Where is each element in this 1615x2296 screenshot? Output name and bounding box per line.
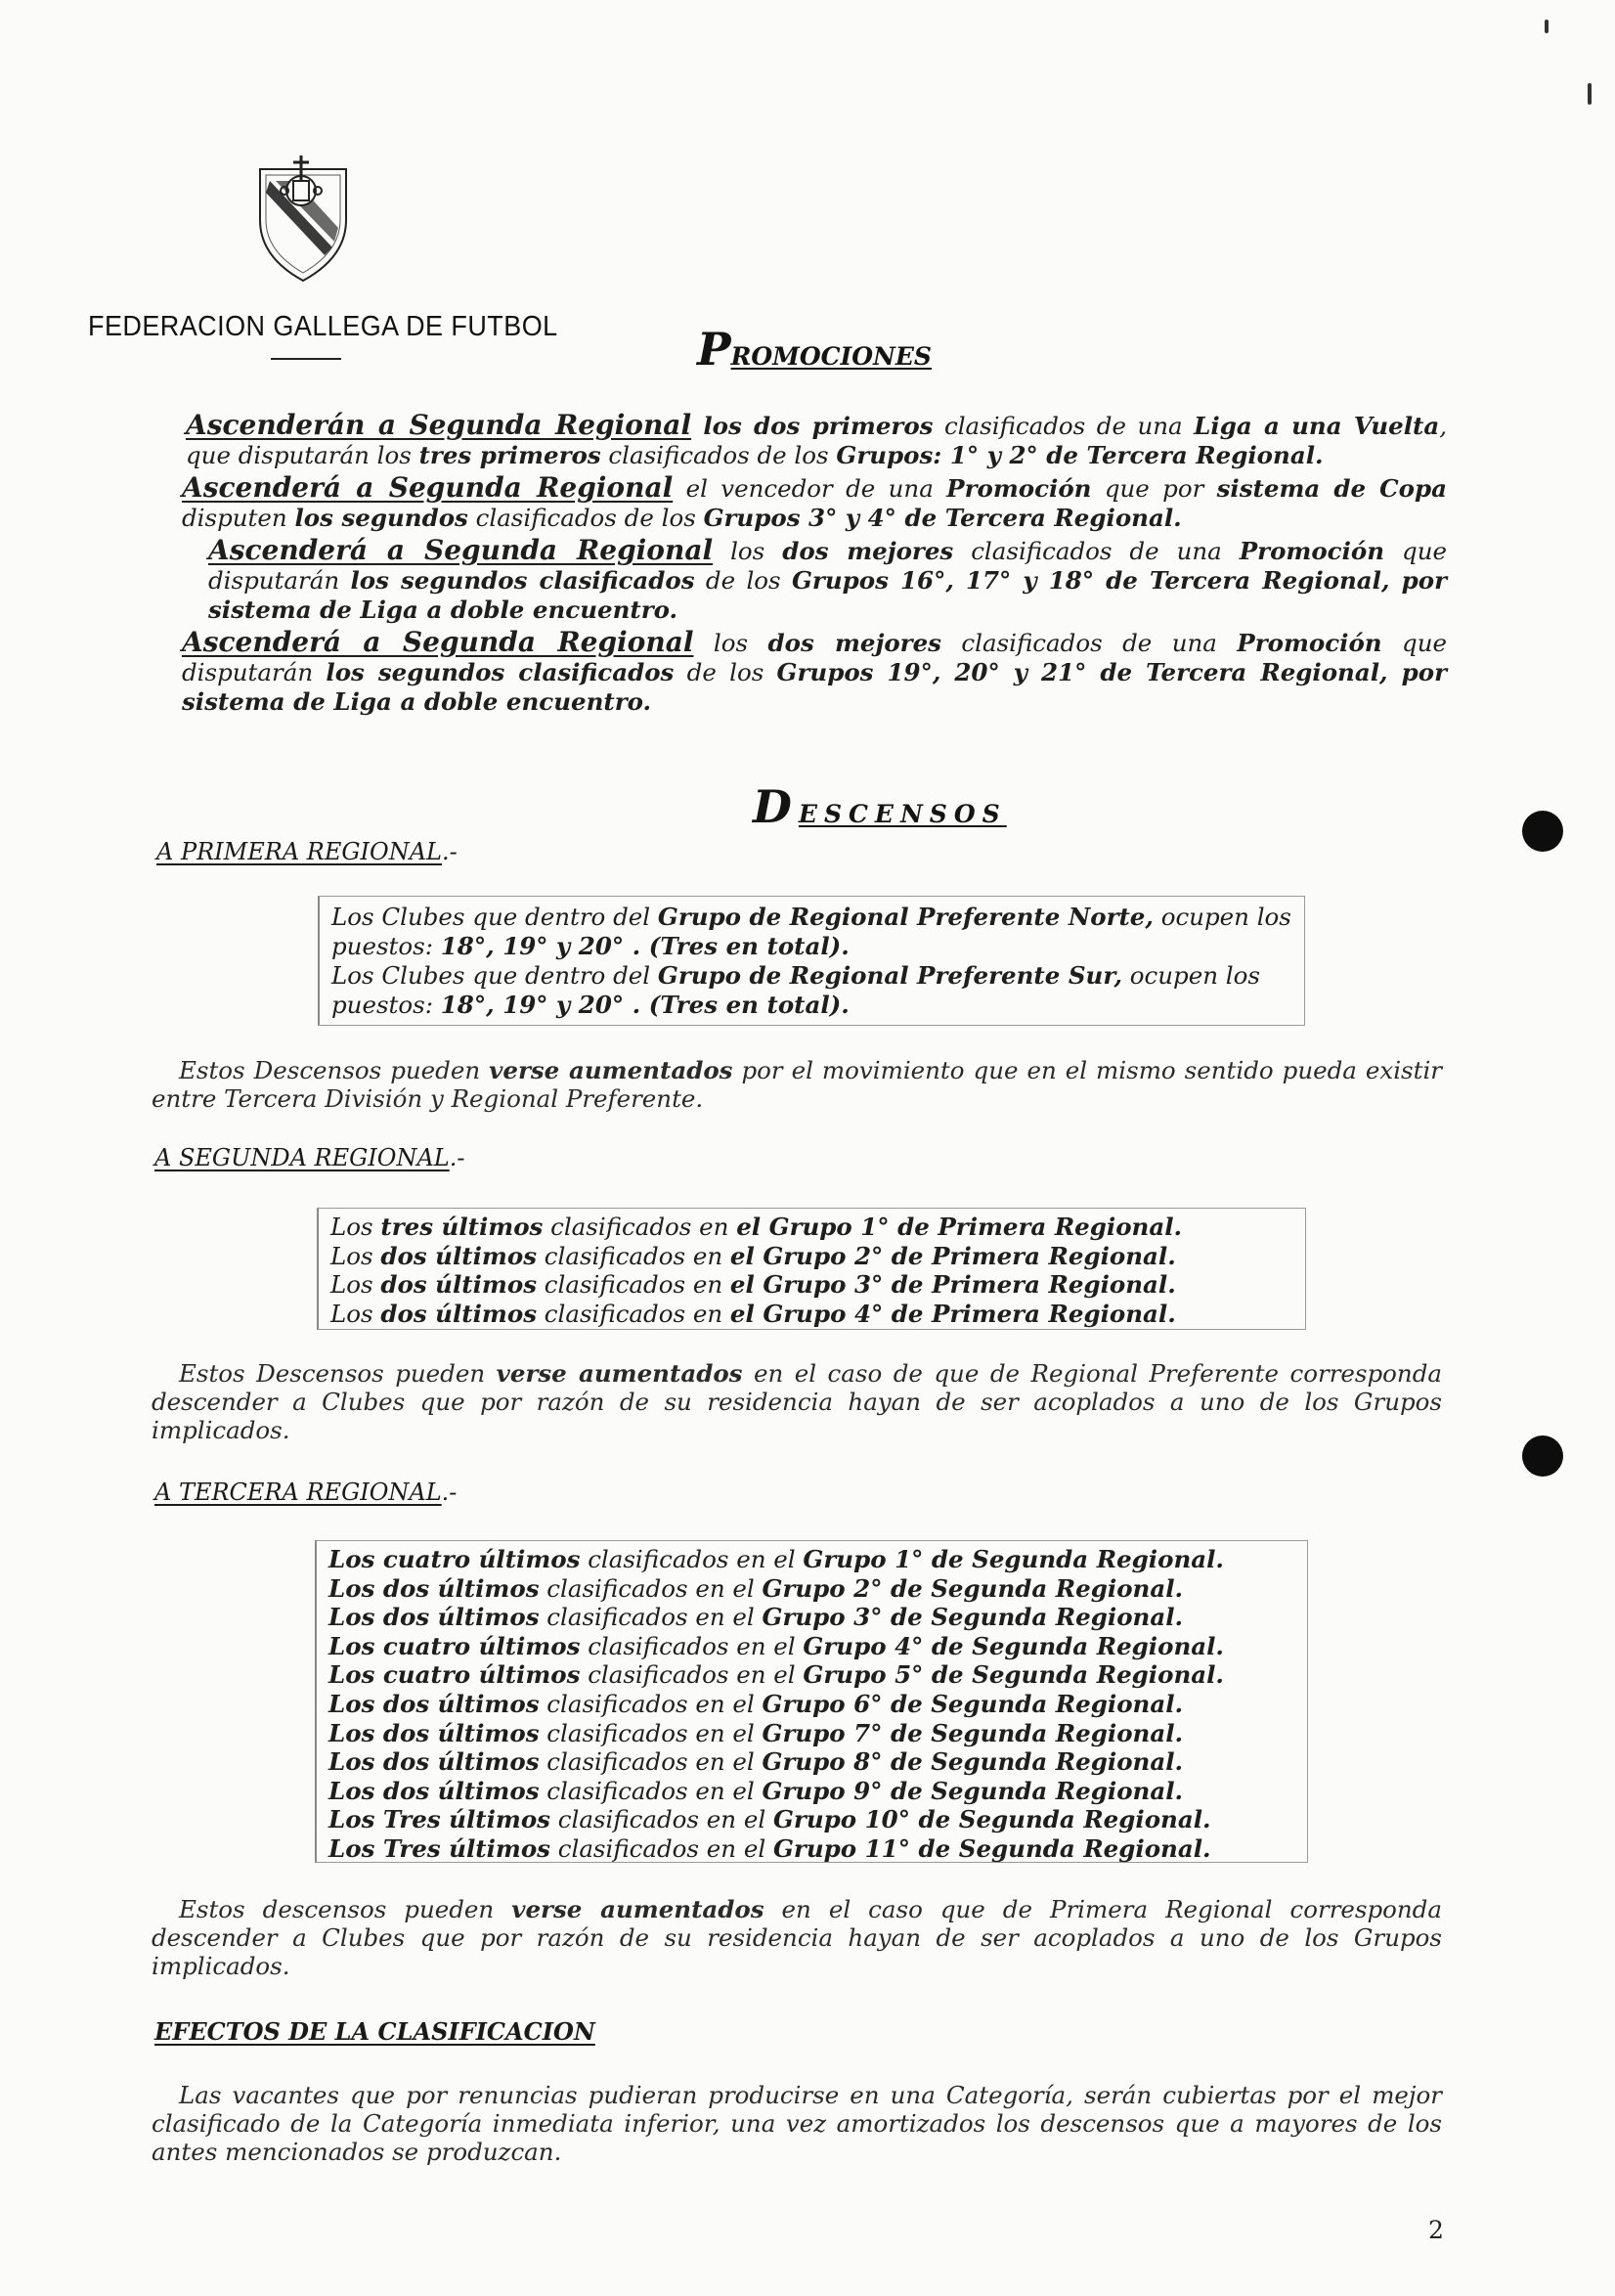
federation-crest-icon xyxy=(256,152,350,284)
header-divider xyxy=(271,358,341,360)
page-number: 2 xyxy=(1428,2216,1444,2244)
primera-regional-box xyxy=(318,896,1305,1026)
descenso-item: Los Clubes que dentro del Grupo de Regional Preferente Sur, ocupen los puestos: 18°, 19° y 20° . (Tres en total). xyxy=(331,961,1260,1019)
punch-hole xyxy=(1522,1435,1563,1477)
segunda-note: Estos Descensos pueden verse aumentados en el caso de que de Regional Preferente corresponda descender a Clubes que por razón de su residencia hayan de ser acoplados a uno de los Grupos implicados. xyxy=(152,1359,1442,1444)
promociones-body xyxy=(156,411,1447,720)
descensos-title: DESCENSOS xyxy=(753,780,1007,833)
descenso-item: Los dos últimos clasificados en el Grupo 8° de Segunda Regional. xyxy=(328,1747,1184,1777)
descenso-item: Los Clubes que dentro del Grupo de Regional Preferente Norte, ocupen los puestos: 18°, 19° y 20° . (Tres en total). xyxy=(331,903,1291,960)
descenso-item: Los dos últimos clasificados en el Grupo 3° de Segunda Regional. xyxy=(328,1603,1184,1632)
heading-efectos: EFECTOS DE LA CLASIFICACION xyxy=(154,2017,595,2046)
punch-hole xyxy=(1522,811,1563,852)
descenso-item: Los dos últimos clasificados en el Grupo 3° de Primera Regional. xyxy=(330,1270,1176,1300)
organization-name: FEDERACION GALLEGA DE FUTBOL xyxy=(88,311,558,342)
descenso-item: Los dos últimos clasificados en el Grupo 2° de Primera Regional. xyxy=(330,1241,1176,1270)
primera-note: Estos Descensos pueden verse aumentados por el movimiento que en el mismo sentido pueda existir entre Tercera División y Regional Preferente. xyxy=(152,1056,1442,1113)
descenso-item: Los dos últimos clasificados en el Grupo 2° de Segunda Regional. xyxy=(328,1573,1184,1603)
segunda-regional-box xyxy=(317,1208,1306,1330)
scan-speck xyxy=(1588,83,1592,105)
descenso-item: Los dos últimos clasificados en el Grupo 9° de Segunda Regional. xyxy=(328,1776,1184,1805)
descenso-item: Los Tres últimos clasificados en el Grupo 10° de Segunda Regional. xyxy=(328,1805,1211,1834)
descenso-item: Los Tres últimos clasificados en el Grupo 11° de Segunda Regional. xyxy=(328,1833,1211,1863)
promociones-title: PROMOCIONES xyxy=(697,323,932,375)
tercera-note: Estos descensos pueden verse aumentados en el caso que de Primera Regional corresponda descender a Clubes que por razón de su residencia hayan de ser acoplados a uno de los Grupos implicados. xyxy=(152,1895,1442,1980)
descenso-item: Los tres últimos clasificados en el Grupo 1° de Primera Regional. xyxy=(330,1213,1183,1241)
promo-paragraph: Ascenderán a Segunda Regional los dos primeros clasificados de una Liga a una Vuelta, que disputarán los tres primeros clasificados de los Grupos: 1° y 2° de Tercera Regional. xyxy=(186,409,1447,469)
tercera-regional-box xyxy=(315,1540,1308,1863)
scan-speck xyxy=(1545,20,1549,33)
descenso-item: Los dos últimos clasificados en el Grupo 6° de Segunda Regional. xyxy=(328,1689,1184,1718)
descenso-item: Los dos últimos clasificados en el Grupo 7° de Segunda Regional. xyxy=(328,1718,1184,1747)
promo-paragraph: Ascenderá a Segunda Regional el vencedor de una Promoción que por sistema de Copa disputen los segundos clasificados de los Grupos 3° y 4° de Tercera Regional. xyxy=(182,471,1447,532)
promo-paragraph: Ascenderá a Segunda Regional los dos mejores clasificados de una Promoción que disputarán los segundos clasificados de los Grupos 19°, 20° y 21° de Tercera Regional, por sistema de Liga a doble encuentro. xyxy=(182,626,1448,716)
descenso-item: Los cuatro últimos clasificados en el Grupo 5° de Segunda Regional. xyxy=(328,1660,1224,1690)
heading-tercera-regional: A TERCERA REGIONAL.- xyxy=(154,1479,458,1506)
promo-paragraph: Ascenderá a Segunda Regional los dos mejores clasificados de una Promoción que disputarán los segundos clasificados de los Grupos 16°, 17° y 18° de Tercera Regional, por sistema de Liga a doble encuentro. xyxy=(208,534,1447,624)
heading-segunda-regional: A SEGUNDA REGIONAL.- xyxy=(154,1144,465,1171)
descenso-item: Los cuatro últimos clasificados en el Grupo 1° de Segunda Regional. xyxy=(328,1545,1224,1573)
heading-primera-regional: A PRIMERA REGIONAL.- xyxy=(156,838,458,865)
efectos-text: Las vacantes que por renuncias pudieran producirse en una Categoría, serán cubiertas por el mejor clasificado de la Categoría inmediata inferior, una vez amortizados los descensos que a mayores de los antes mencionados se produzcan. xyxy=(152,2081,1442,2166)
descenso-item: Los dos últimos clasificados en el Grupo 4° de Primera Regional. xyxy=(330,1299,1176,1328)
descenso-item: Los cuatro últimos clasificados en el Grupo 4° de Segunda Regional. xyxy=(328,1631,1224,1660)
